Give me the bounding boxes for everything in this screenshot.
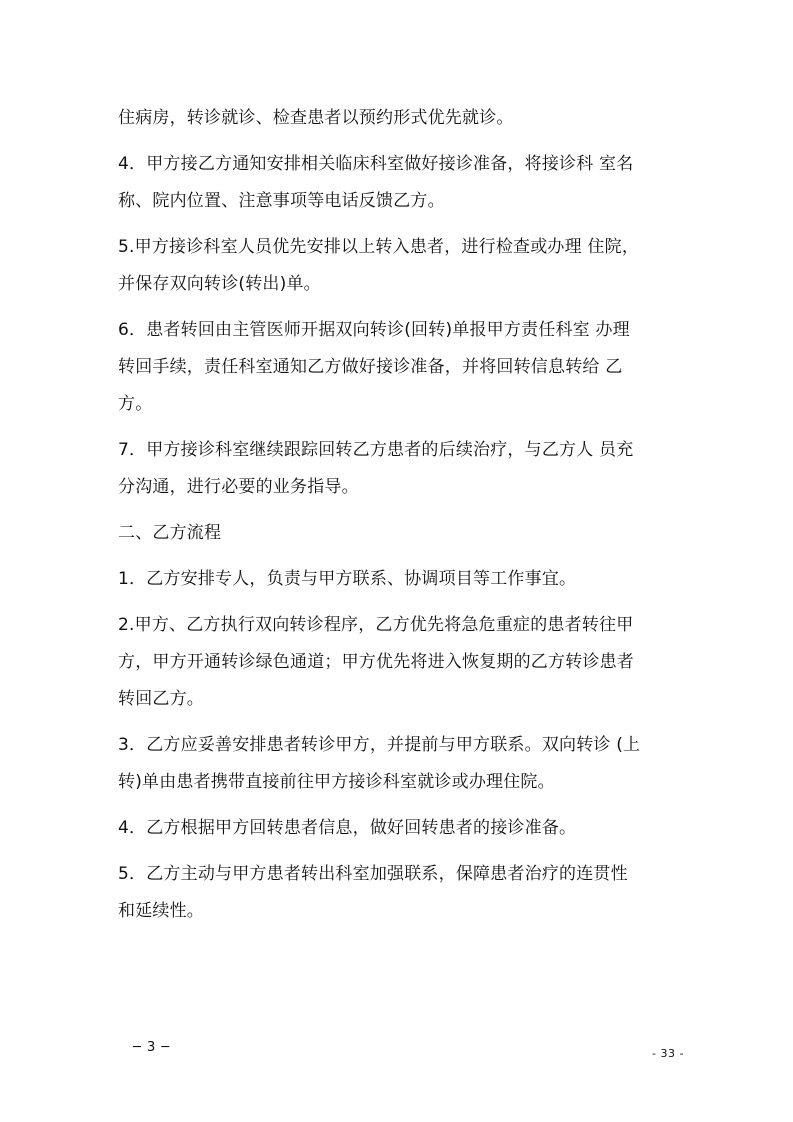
paragraph-5 [118, 432, 678, 506]
text-line: 并保存双向转诊(转出)单。 [118, 274, 321, 294]
paragraph-9 [118, 727, 678, 801]
text-line: 7．甲方接诊科室继续跟踪回转乙方患者的后续治疗，与乙方人 员充 [118, 440, 634, 460]
text-line: 住病房，转诊就诊、检查患者以预约形式优先就诊。 [118, 108, 514, 128]
text-line: 4．乙方根据甲方回转患者信息，做好回转患者的接诊准备。 [118, 818, 577, 838]
paragraph-10 [118, 810, 678, 847]
text-line: 4．甲方接乙方通知安排相关临床科室做好接诊准备，将接诊科 室名 [118, 154, 634, 174]
text-line: 转回手续，责任科室通知乙方做好接诊准备，并将回转信息转给 乙 [118, 357, 623, 377]
paragraph-7 [118, 561, 678, 598]
text-line: 2.甲方、乙方执行双向转诊程序，乙方优先将急危重症的患者转往甲 [118, 615, 634, 635]
page-number-right: - 33 - [652, 1047, 684, 1060]
text-line: 1．乙方安排专人，负责与甲方联系、协调项目等工作事宜。 [118, 569, 577, 589]
paragraph-2 [118, 146, 678, 220]
text-line: 转)单由患者携带直接前往甲方接诊科室就诊或办理住院。 [118, 772, 555, 792]
text-line: 5．乙方主动与甲方患者转出科室加强联系，保障患者治疗的连贯性 [118, 864, 628, 884]
text-line: 分沟通，进行必要的业务指导。 [118, 477, 359, 497]
text-line: 称、院内位置、注意事项等电话反馈乙方。 [118, 191, 445, 211]
section-heading [118, 515, 678, 552]
text-line: 转回乙方。 [118, 689, 204, 709]
text-line: 6．患者转回由主管医师开据双向转诊(回转)单报甲方责任科室 办理 [118, 320, 630, 340]
text-line: 二、乙方流程 [118, 523, 222, 543]
text-line: 方，甲方开通转诊绿色通道；甲方优先将进入恢复期的乙方转诊患者 [118, 652, 634, 672]
paragraph-3 [118, 229, 678, 303]
page-number-left: ─ 3 ─ [133, 1040, 171, 1055]
paragraph-1 [118, 100, 678, 137]
text-line: 和延续性。 [118, 901, 204, 921]
paragraph-4 [118, 312, 678, 423]
paragraph-11 [118, 856, 678, 930]
text-line: 方。 [118, 394, 153, 414]
paragraph-8 [118, 607, 678, 718]
text-line: 3．乙方应妥善安排患者转诊甲方，并提前与甲方联系。双向转诊 (上 [118, 735, 641, 755]
document-body [118, 100, 678, 939]
text-line: 5.甲方接诊科室人员优先安排以上转入患者，进行检查或办理 住院， [118, 237, 640, 257]
